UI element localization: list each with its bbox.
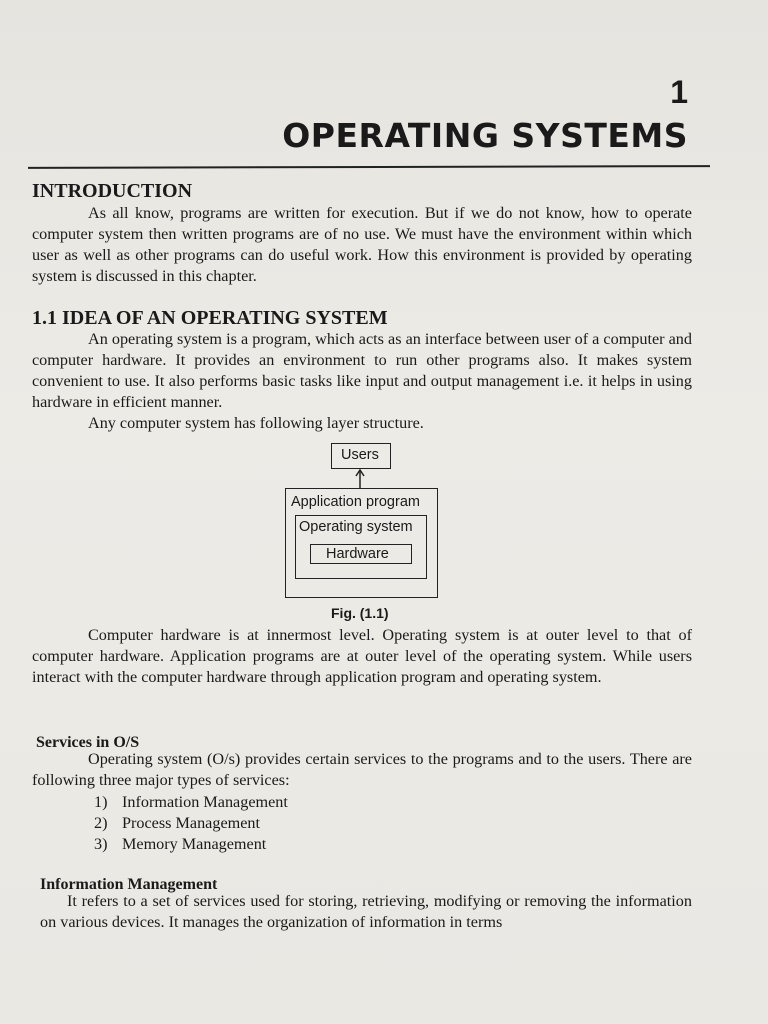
info-mgmt-text: It refers to a set of services used for storing, retrieving, modifying or removing the information on various devices. It manages the organization of information in terms (40, 892, 692, 931)
intro-text: As all know, programs are written for execution. But if we do not know, how to operate computer system then written programs are of no use. We must have the environment within which user as well as other programs can do useful work. How this environment is provided by operating system is discussed in this chapter. (32, 204, 692, 285)
list-item-number: 3) (94, 835, 108, 853)
application-label: Application program (291, 494, 420, 510)
list-item (94, 813, 288, 834)
info-mgmt-paragraph (40, 891, 692, 933)
services-paragraph (32, 749, 692, 791)
os-label: Operating system (299, 519, 413, 535)
services-text: Operating system (O/s) provides certain services to the programs and to the users. There are following three major types of services: (32, 750, 692, 789)
intro-paragraph (32, 203, 692, 287)
hardware-paragraph (32, 625, 692, 688)
list-item-number: 1) (94, 793, 108, 811)
section-text-2: Any computer system has following layer structure. (88, 414, 424, 432)
title-divider (28, 165, 710, 169)
application-box (285, 488, 438, 598)
os-box (295, 515, 427, 579)
services-list (94, 792, 288, 855)
section-text-1: An operating system is a program, which acts as an interface between user of a computer and computer hardware. It provides an environment to run other programs also. It makes system convenient to use. It also performs basic tasks like input and output management i.e. it helps in using hardware in efficient manner. (32, 330, 692, 411)
list-item-number: 2) (94, 814, 108, 832)
info-mgmt-heading: Information Management (40, 876, 218, 893)
chapter-number: 1 (670, 74, 688, 110)
intro-heading: INTRODUCTION (32, 180, 193, 202)
figure-caption: Fig. (1.1) (331, 605, 389, 621)
section-paragraph-1 (32, 329, 692, 413)
list-item (94, 792, 288, 813)
hardware-box (310, 544, 412, 564)
users-box (331, 443, 391, 469)
chapter-title: OPERATING SYSTEMS (282, 116, 688, 155)
users-label: Users (341, 447, 379, 463)
services-heading: Services in O/S (36, 734, 140, 751)
section-paragraph-2 (32, 413, 692, 434)
up-arrow-icon (353, 468, 367, 490)
section-heading: 1.1 IDEA OF AN OPERATING SYSTEM (32, 307, 388, 329)
list-item-label: Information Management (122, 793, 288, 811)
list-item-label: Process Management (122, 814, 261, 832)
hardware-text: Computer hardware is at innermost level. Operating system is at outer level to that of computer hardware. Application programs are at outer level of the operating system. While users interact with the computer hardware through application program and operating system. (32, 626, 692, 686)
list-item-label: Memory Management (122, 835, 267, 853)
hardware-label: Hardware (326, 546, 389, 562)
list-item (94, 834, 288, 855)
